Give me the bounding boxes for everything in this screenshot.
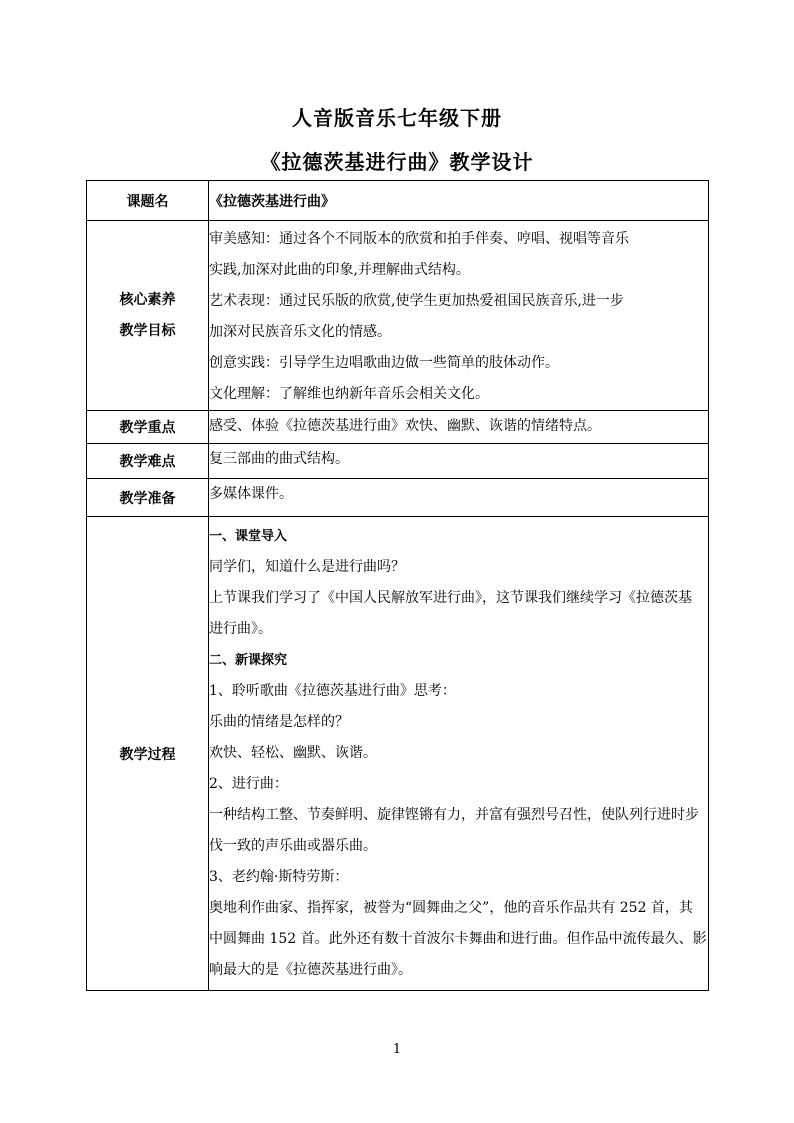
document-title: 人音版音乐七年级下册 (292, 106, 502, 130)
label-goals-line1: 核心素养 (119, 291, 176, 308)
label-topic: 课题名 (87, 181, 209, 221)
section-heading-intro: 一、课堂导入 (209, 529, 288, 544)
difficulty-value: 复三部曲的曲式结构。 (209, 451, 349, 467)
process-line: 一种结构工整、节奏鲜明、旋律铿锵有力，并富有强烈号召性，使队列行进时步 (209, 807, 699, 823)
goals-line: 审美感知：通过各个不同版本的欣赏和拍手伴奏、哼唱、视唱等音乐 (209, 231, 629, 247)
page-number: 1 (392, 1042, 402, 1057)
process-line: 3、老约翰·斯特劳斯： (209, 869, 349, 885)
label-goals-line2: 教学目标 (119, 322, 176, 339)
process-line: 乐曲的情绪是怎样的？ (209, 714, 349, 730)
process-line: 奥地利作曲家、指挥家，被誉为“圆舞曲之父”，他的音乐作品共有 252 首，其 (209, 900, 693, 916)
focus-value: 感受、体验《拉德茨基进行曲》欢快、幽默、诙谐的情绪特点。 (209, 418, 601, 434)
goals-line: 艺术表现：通过民乐版的欣赏,使学生更加热爱祖国民族音乐,进一步 (209, 293, 624, 309)
goals-line: 实践,加深对此曲的印象,并理解曲式结构。 (209, 262, 470, 278)
topic-value: 《拉德茨基进行曲》 (209, 193, 335, 210)
process-line: 欢快、轻松、幽默、诙谐。 (209, 745, 377, 761)
label-process: 教学过程 (87, 517, 209, 991)
process-line: 中圆舞曲 152 首。此外还有数十首波尔卡舞曲和进行曲。但作品中流传最久、影 (209, 931, 707, 947)
goals-line: 创意实践：引导学生边唱歌曲边做一些简单的肢体动作。 (209, 355, 559, 371)
goals-line: 加深对民族音乐文化的情感。 (209, 324, 391, 340)
process-line: 伐一致的声乐曲或器乐曲。 (209, 838, 377, 854)
label-prep: 教学准备 (87, 479, 209, 517)
document-subtitle: 《拉德茨基进行曲》教学设计 (260, 150, 534, 174)
process-line: 进行曲》。 (209, 621, 272, 637)
process-line: 1、聆听歌曲《拉德茨基进行曲》思考： (209, 683, 456, 699)
section-heading-explore: 二、新课探究 (209, 653, 288, 668)
label-focus: 教学重点 (87, 411, 209, 444)
process-line: 同学们，知道什么是进行曲吗？ (209, 559, 405, 575)
table-row-process (87, 517, 709, 991)
table-row-difficulty (87, 444, 709, 479)
label-goals (87, 221, 209, 411)
process-line: 2、进行曲： (209, 776, 288, 792)
process-line: 响最大的是《拉德茨基进行曲》。 (209, 962, 412, 978)
process-line: 上节课我们学习了《中国人民解放军进行曲》，这节课我们继续学习《拉德茨基 (209, 590, 692, 606)
table-row-focus (87, 411, 709, 444)
prep-value: 多媒体课件。 (209, 486, 293, 502)
table-row-goals (87, 221, 709, 411)
lesson-plan-table (86, 180, 709, 991)
goals-line: 文化理解：了解维也纳新年音乐会相关文化。 (209, 386, 489, 402)
table-row-prep (87, 479, 709, 517)
table-row-topic (87, 181, 709, 221)
label-difficulty: 教学难点 (87, 444, 209, 479)
